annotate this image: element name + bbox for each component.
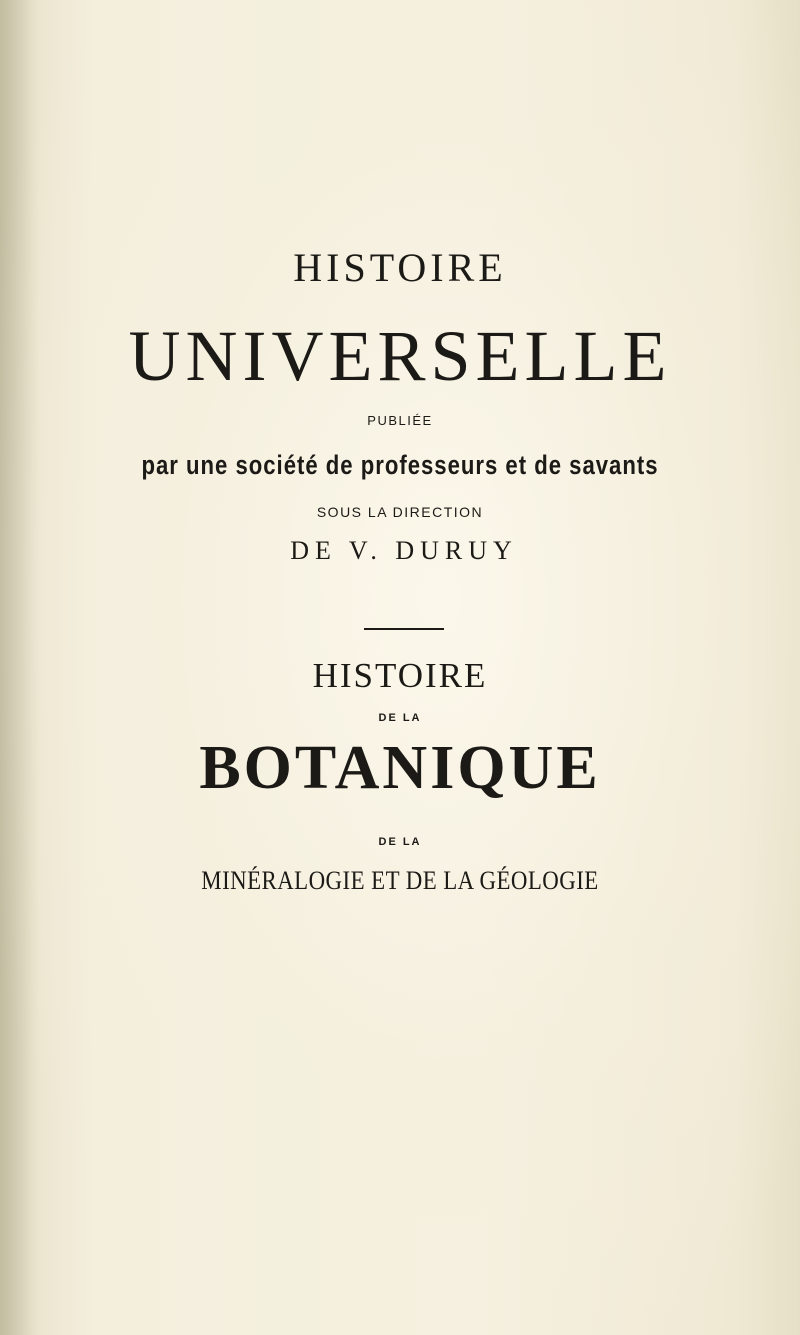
volume-title-botanique: BOTANIQUE — [199, 734, 601, 802]
connector-de-la-2: DE LA — [378, 836, 422, 848]
connector-de-la-1: DE LA — [378, 712, 422, 724]
series-title-histoire: HISTOIRE — [293, 245, 507, 290]
divider-rule — [364, 628, 444, 630]
volume-title-histoire: HISTOIRE — [312, 656, 488, 695]
direction-label: SOUS LA DIRECTION — [316, 504, 484, 520]
series-title-universelle: UNIVERSELLE — [128, 316, 672, 396]
published-label: PUBLIÉE — [367, 413, 433, 428]
publisher-line: par une société de professeurs et de savants — [141, 450, 659, 480]
editor-name: DE V. DURUY — [290, 536, 518, 565]
volume-subtitle-mineralogie: MINÉRALOGIE ET DE LA GÉOLOGIE — [201, 866, 599, 895]
